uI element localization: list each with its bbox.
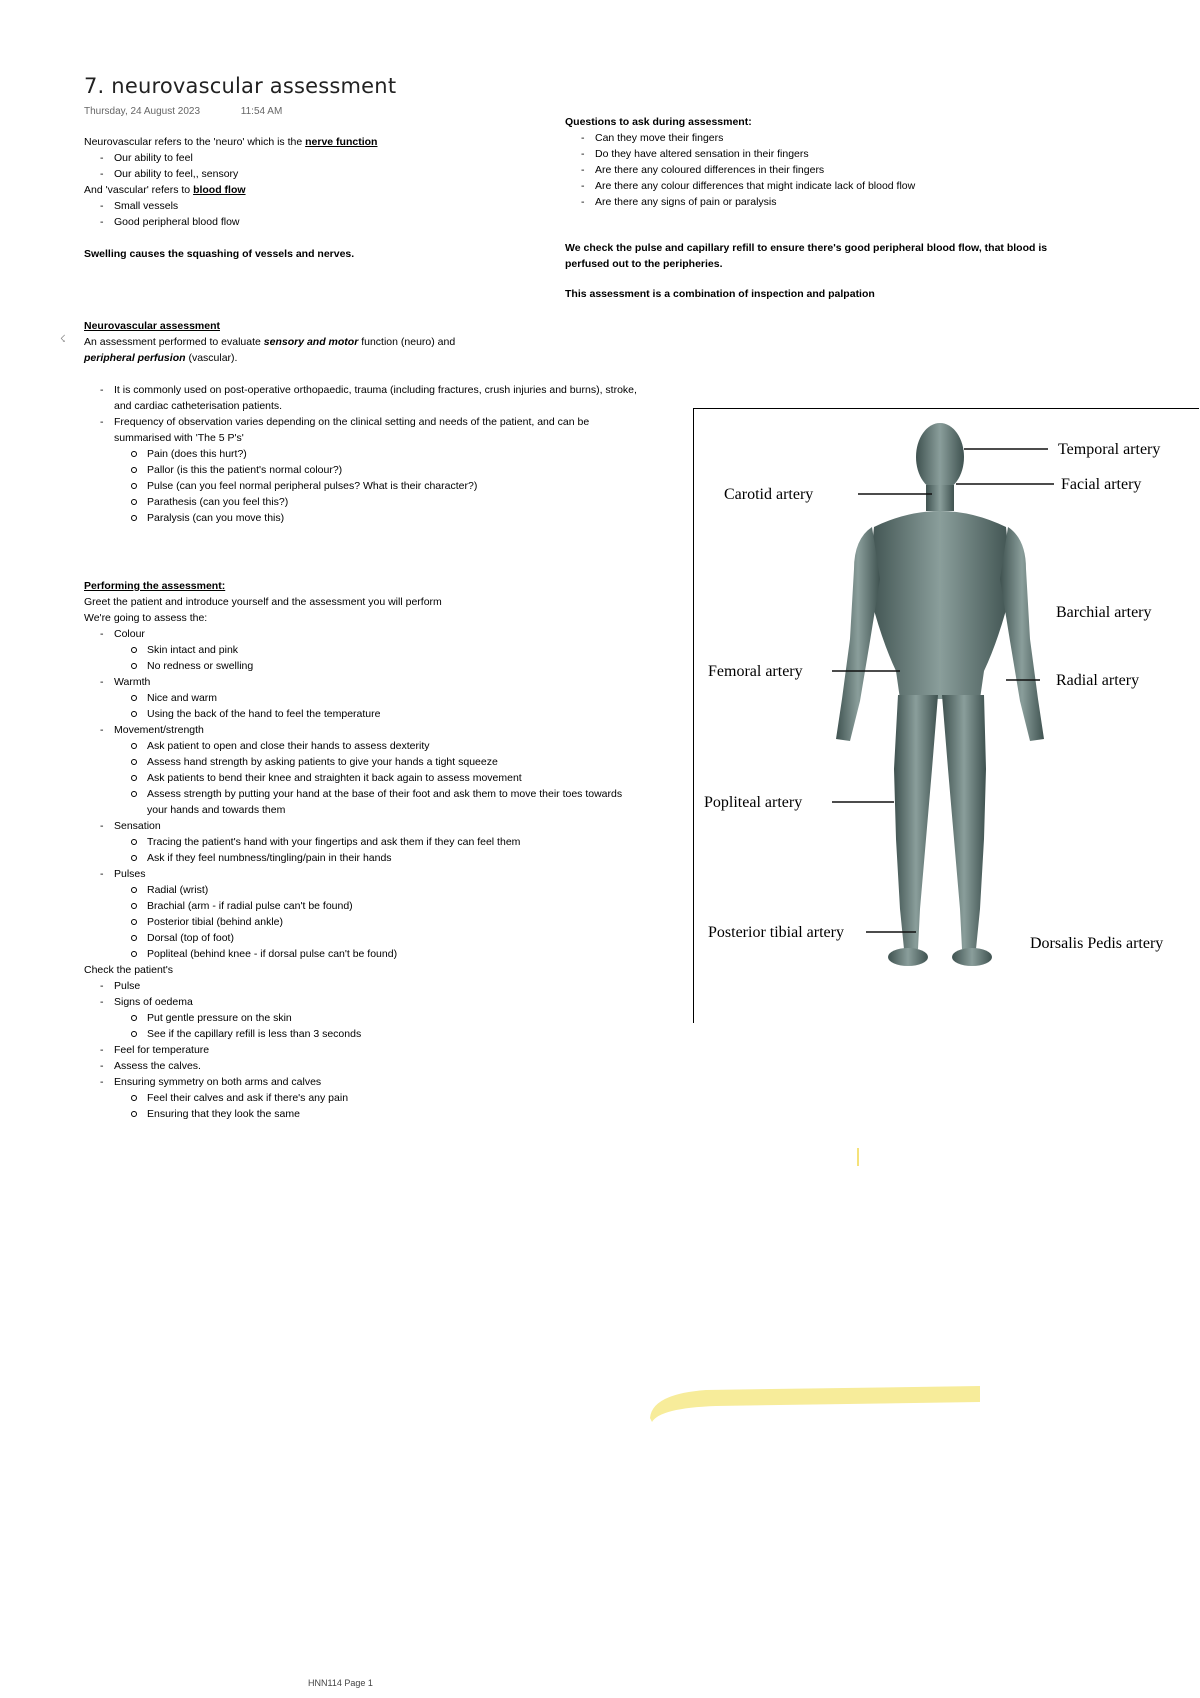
question-item: - Can they move their fingers (565, 130, 1085, 146)
section-label: Movement/strength (114, 724, 204, 736)
list-item (84, 994, 644, 1042)
sub-list (84, 1010, 644, 1042)
sub-list (84, 738, 644, 818)
check-list (84, 978, 644, 1122)
questions-section (565, 114, 1085, 210)
five-ps-list (84, 446, 644, 526)
label-facial-artery: Facial artery (1061, 476, 1142, 493)
questions-list (565, 130, 1085, 210)
five-ps-item: Parathesis (can you feel this?) (84, 494, 644, 510)
label-radial-artery: Radial artery (1056, 672, 1140, 689)
list-item: - Good peripheral blood flow (84, 214, 644, 230)
vascular-line: And 'vascular' refers to blood flow (84, 184, 246, 196)
label-posterior-tibial-artery: Posterior tibial artery (708, 924, 844, 941)
highlighter-stroke (646, 1372, 984, 1424)
definition-text: An assessment performed to evaluate sensory and motor function (neuro) and peripheral perfusion (vascular). (84, 336, 456, 364)
sub-item: Ensuring that they look the same (84, 1106, 644, 1122)
sub-list (84, 1090, 644, 1122)
frequency-bullet: - Frequency of observation varies depending on the clinical setting and needs of the patient, and can be summarised with 'The 5 P's' Pain (does this hurt?) Pallor (is this the patient's normal colour?) Pulse (can you feel normal peripheral pulses? What is their character?) Parathesis (can you feel this?) Paralysis (can you move this) (84, 414, 644, 526)
sub-item: See if the capillary refill is less than 3 seconds (84, 1026, 644, 1042)
five-ps-item: Pallor (is this the patient's normal colour?) (84, 462, 644, 478)
sub-item: Using the back of the hand to feel the temperature (84, 706, 644, 722)
definition-section (84, 318, 644, 526)
section-label: Colour (114, 628, 145, 640)
sub-item: No redness or swelling (84, 658, 644, 674)
highlighter-tick (857, 1148, 859, 1166)
questions-heading: Questions to ask during assessment: (565, 116, 752, 128)
greet-line: Greet the patient and introduce yourself and the assessment you will perform (84, 596, 442, 608)
sub-list (84, 834, 644, 866)
section-label: Signs of oedema (114, 996, 193, 1008)
arteries-figure (693, 408, 1199, 1023)
definition-bullets (84, 382, 644, 526)
section-label: Pulse (114, 980, 141, 992)
sub-item: Dorsal (top of foot) (84, 930, 644, 946)
sub-list (84, 882, 644, 962)
check-line: Check the patient's (84, 964, 173, 976)
perform-section (84, 578, 644, 1122)
perform-list (84, 626, 644, 962)
blood-flow-term: blood flow (193, 184, 246, 196)
left-column (84, 134, 644, 262)
five-ps-item: Pulse (can you feel normal peripheral pulses? What is their character?) (84, 478, 644, 494)
section-label: Assess the calves. (114, 1060, 201, 1072)
list-item: - Our ability to feel (84, 150, 644, 166)
list-item (84, 866, 644, 962)
page-footer: HNN114 Page 1 (308, 1678, 373, 1688)
question-item: - Are there any signs of pain or paralysis (565, 194, 1085, 210)
neuro-list (84, 150, 644, 182)
list-item (84, 1074, 644, 1122)
sub-item: Assess hand strength by asking patients to give your hands a tight squeeze (84, 754, 644, 770)
sub-item: Ask patients to bend their knee and straighten it back again to assess movement (84, 770, 644, 786)
body-illustration (694, 409, 1199, 1023)
list-item (84, 1042, 644, 1058)
page-time: 11:54 AM (240, 106, 283, 117)
page-date: Thursday, 24 August 2023 (84, 106, 201, 117)
sub-item: Popliteal (behind knee - if dorsal pulse can't be found) (84, 946, 644, 962)
ink-anchor-icon: ☇ (60, 334, 66, 345)
list-item (84, 818, 644, 866)
swelling-note: Swelling causes the squashing of vessels and nerves. (84, 248, 355, 260)
list-item (84, 978, 644, 994)
five-ps-item: Paralysis (can you move this) (84, 510, 644, 526)
sub-item: Nice and warm (84, 690, 644, 706)
sub-item: Brachial (arm - if radial pulse can't be found) (84, 898, 644, 914)
human-body (836, 423, 1044, 966)
perform-heading: Performing the assessment: (84, 580, 226, 592)
page-title: 7. neurovascular assessment (84, 74, 397, 98)
label-dorsalis-pedis-artery: Dorsalis Pedis artery (1030, 935, 1164, 952)
list-item: - Our ability to feel,, sensory (84, 166, 644, 182)
sub-item: Radial (wrist) (84, 882, 644, 898)
sub-item: Assess strength by putting your hand at the base of their foot and ask them to move their toes towards your hands and towards them (84, 786, 644, 818)
list-item: - Small vessels (84, 198, 644, 214)
neuro-line: Neurovascular refers to the 'neuro' which is the nerve function (84, 136, 378, 148)
going-line: We're going to assess the: (84, 612, 208, 624)
section-label: Pulses (114, 868, 146, 880)
sub-item: Ask patient to open and close their hands to assess dexterity (84, 738, 644, 754)
pulse-paragraph: We check the pulse and capillary refill to ensure there's good peripheral blood flow, that blood is perfused out to the peripheries. (565, 242, 1048, 270)
section-label: Feel for temperature (114, 1044, 210, 1056)
question-item: - Are there any colour differences that might indicate lack of blood flow (565, 178, 1085, 194)
vascular-list (84, 198, 644, 230)
sub-item: Skin intact and pink (84, 642, 644, 658)
inspection-paragraph: This assessment is a combination of inspection and palpation (565, 288, 875, 300)
label-temporal-artery: Temporal artery (1058, 441, 1161, 458)
nerve-function-term: nerve function (305, 136, 378, 148)
sub-item: Feel their calves and ask if there's any pain (84, 1090, 644, 1106)
question-item: - Do they have altered sensation in their fingers (565, 146, 1085, 162)
label-popliteal-artery: Popliteal artery (704, 794, 803, 811)
list-item (84, 674, 644, 722)
list-item (84, 626, 644, 674)
label-carotid-artery: Carotid artery (724, 486, 814, 503)
list-item (84, 1058, 644, 1074)
section-label: Ensuring symmetry on both arms and calves (114, 1076, 322, 1088)
sub-item: Posterior tibial (behind ankle) (84, 914, 644, 930)
five-ps-item: Pain (does this hurt?) (84, 446, 644, 462)
sub-item: Tracing the patient's hand with your fingertips and ask them if they can feel them (84, 834, 644, 850)
list-item (84, 722, 644, 818)
section-label: Warmth (114, 676, 151, 688)
sub-item: Put gentle pressure on the skin (84, 1010, 644, 1026)
usage-bullet: - It is commonly used on post-operative orthopaedic, trauma (including fractures, crush injuries and burns), stroke, and cardiac catheterisation patients. (84, 382, 644, 414)
label-femoral-artery: Femoral artery (708, 663, 803, 680)
sub-list (84, 642, 644, 674)
section-label: Sensation (114, 820, 161, 832)
sub-list (84, 690, 644, 722)
page-datetime (84, 106, 320, 117)
label-brachial-artery: Barchial artery (1056, 604, 1152, 621)
question-item: - Are there any coloured differences in their fingers (565, 162, 1085, 178)
sub-item: Ask if they feel numbness/tingling/pain in their hands (84, 850, 644, 866)
definition-heading: Neurovascular assessment (84, 320, 220, 332)
